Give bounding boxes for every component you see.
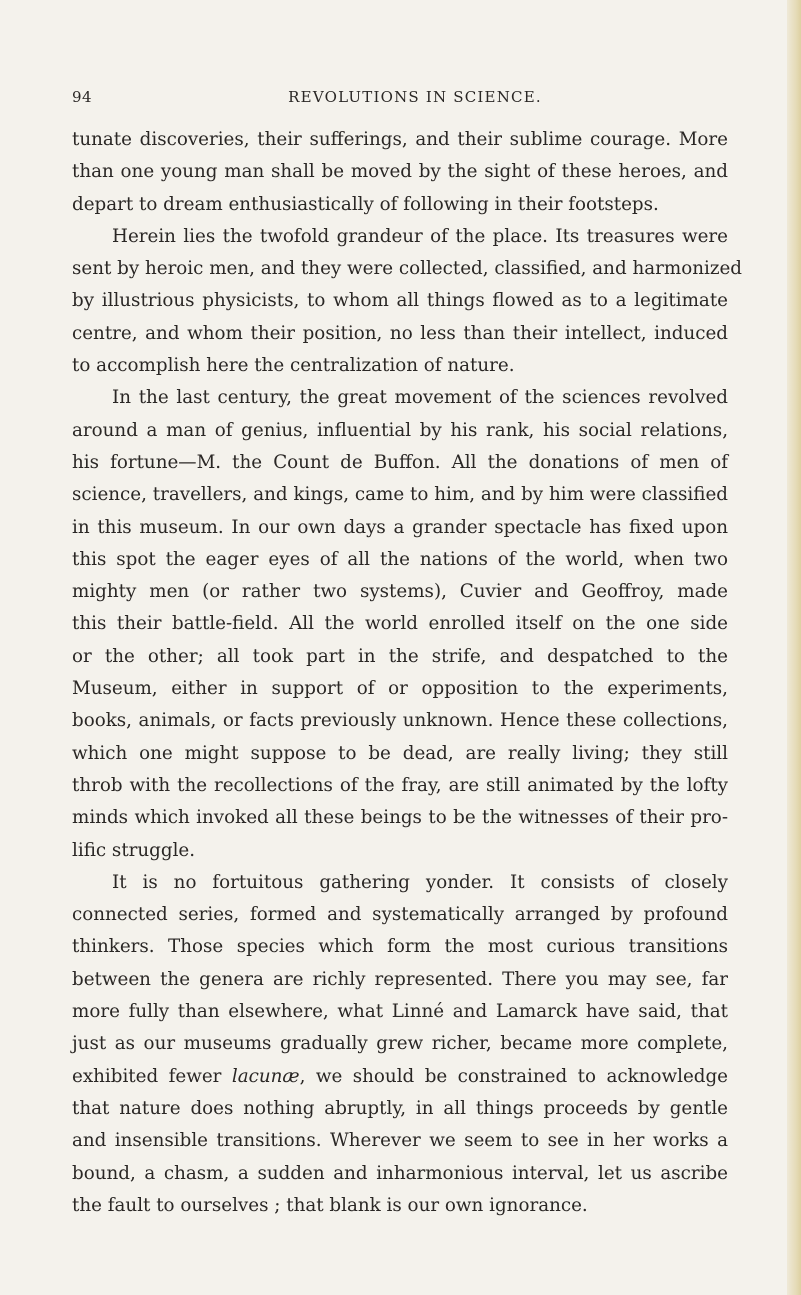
text-line: by illustrious physicists, to whom all things flowed as to a legitimate (72, 290, 728, 312)
text-line: thinkers. Those species which form the most curious transitions (72, 936, 728, 958)
text-line: In the last century, the great movement of the sciences revolved (112, 387, 728, 409)
text-line: between the genera are richly represented. There you may see, far (72, 968, 728, 990)
text-line: throb with the recollections of the fray, are still animated by the lofty (72, 774, 728, 796)
text-line: and insensible transitions. Wherever we seem to see in her works a (72, 1130, 728, 1152)
page-number: 94 (72, 88, 93, 106)
text-line: that nature does nothing abruptly, in all things proceeds by gentle (72, 1097, 728, 1119)
text-segment: exhibited fewer (72, 1065, 222, 1087)
text-line: to accomplish here the centralization of nature. (72, 355, 515, 377)
text-line: Herein lies the twofold grandeur of the place. Its treasures were (112, 225, 728, 247)
running-head: REVOLUTIONS IN SCIENCE. (288, 88, 542, 106)
text-line: books, animals, or facts previously unknown. Hence these collections, (72, 710, 728, 732)
text-line: more fully than elsewhere, what Linné and Lamarck have said, that (72, 1001, 728, 1023)
text-line: mighty men (or rather two systems), Cuvier and Geoffroy, made (72, 581, 728, 603)
text-line: or the other; all took part in the strife, and despatched to the (72, 645, 728, 667)
text-line: bound, a chasm, a sudden and inharmonious interval, let us ascribe (72, 1162, 728, 1184)
text-line (72, 1061, 728, 1093)
text-line: the fault to ourselves ; that blank is our own ignorance. (72, 1194, 588, 1216)
text-line: centre, and whom their position, no less than their intellect, induced (72, 322, 728, 344)
page-edge (787, 0, 801, 1295)
text-line: this their battle-field. All the world enrolled itself on the one side (72, 613, 728, 635)
text-line: It is no fortuitous gathering yonder. It consists of closely (112, 871, 728, 893)
text-segment: , we should be constrained to acknowledge (299, 1065, 728, 1087)
text-line: tunate discoveries, their sufferings, and their sublime courage. More (72, 129, 728, 150)
text-line: minds which invoked all these beings to be the witnesses of their pro- (72, 807, 728, 829)
text-line: which one might suppose to be dead, are really living; they still (72, 742, 728, 764)
text-line: just as our museums gradually grew richer, became more complete, (72, 1033, 728, 1055)
text-line: depart to dream enthusiastically of following in their footsteps. (72, 193, 659, 215)
text-line: than one young man shall be moved by the sight of these heroes, and (72, 161, 728, 183)
text-line: around a man of genius, influential by his rank, his social relations, (72, 419, 728, 441)
body-text (72, 124, 742, 1222)
italic-term: lacunæ (231, 1065, 300, 1087)
text-line: Museum, either in support of or opposition to the experiments, (72, 678, 728, 700)
text-line: connected series, formed and systematically arranged by profound (72, 904, 728, 926)
page-header (72, 88, 728, 110)
text-line: lific struggle. (72, 839, 196, 861)
text-line: this spot the eager eyes of all the nations of the world, when two (72, 548, 728, 570)
text-line: his fortune—M. the Count de Buffon. All the donations of men of (72, 451, 728, 473)
text-line: in this museum. In our own days a grander spectacle has fixed upon (72, 516, 728, 538)
text-line: sent by heroic men, and they were collected, classified, and harmonized (72, 258, 742, 280)
text-line: science, travellers, and kings, came to him, and by him were classified (72, 484, 728, 506)
